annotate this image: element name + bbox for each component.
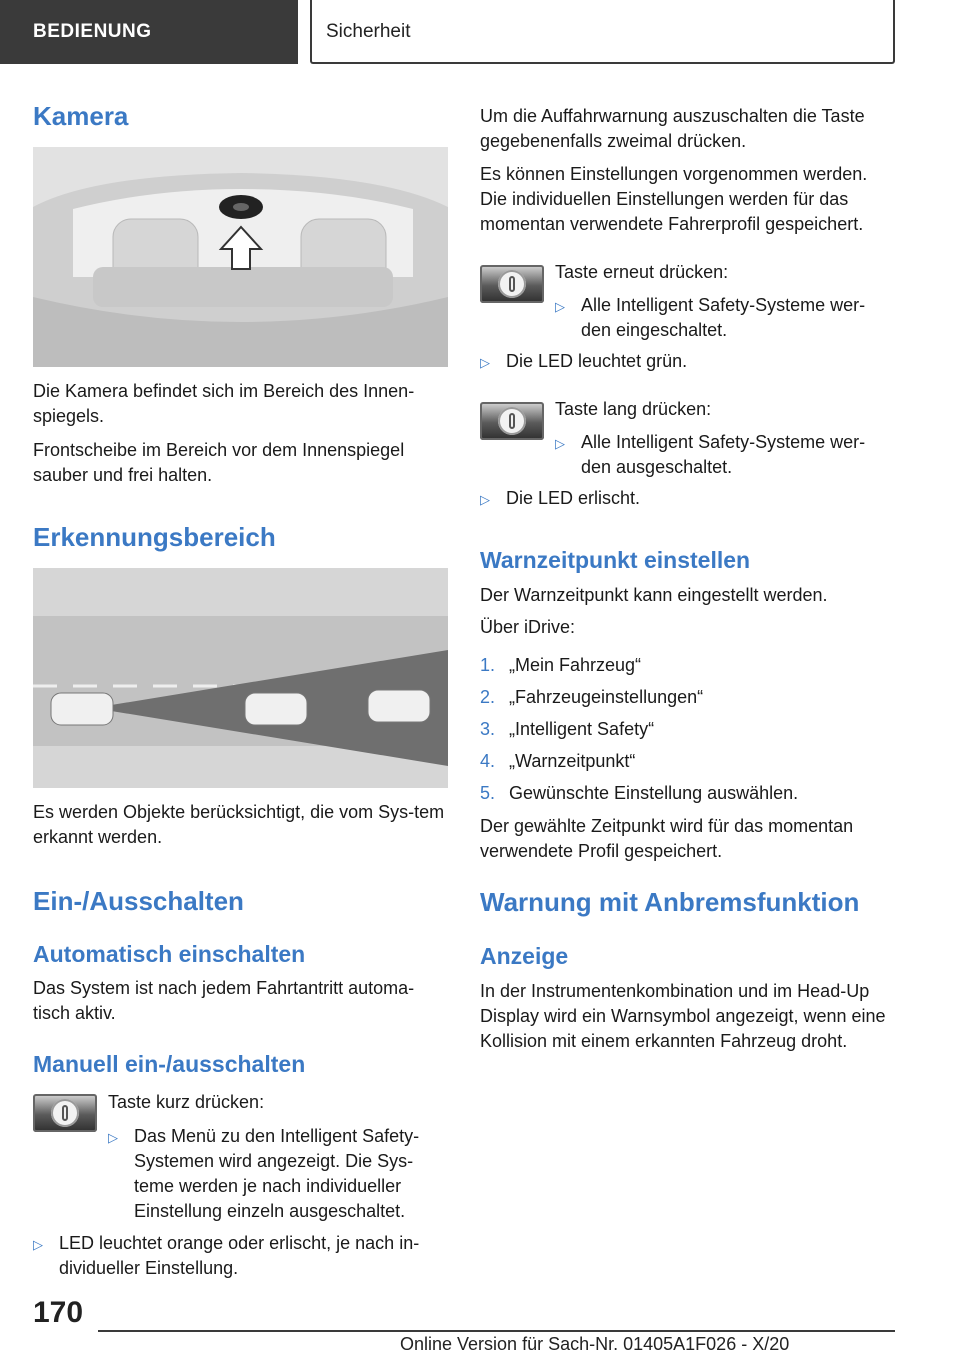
road-illustration bbox=[33, 568, 448, 788]
intelligent-safety-button-icon bbox=[480, 402, 544, 440]
taste-erneut-text: Taste erneut drücken: bbox=[555, 262, 729, 282]
chapter-tab bbox=[310, 0, 895, 64]
step-item: 1. „Mein Fahrzeug“ bbox=[480, 655, 642, 675]
erkennung-text: Es werden Objekte berücksichtigt, die vom Sys-tem erkannt werden. bbox=[33, 802, 445, 847]
taste-kurz-text: Taste kurz drücken: bbox=[108, 1092, 265, 1112]
chapter-title: Sicherheit bbox=[326, 21, 411, 42]
warnung-heading: Warnung mit Anbremsfunktion bbox=[480, 887, 860, 917]
warnzeit-text-2: Über iDrive: bbox=[480, 617, 576, 637]
triangle-bullet-icon: ▷ bbox=[480, 492, 490, 507]
anzeige-heading: Anzeige bbox=[480, 943, 569, 969]
auto-text: Das System ist nach jedem Fahrtantritt automa-tisch aktiv. bbox=[33, 978, 415, 1023]
detection-range-illustration bbox=[33, 568, 448, 788]
step-item: 5. Gewünschte Einstellung auswählen. bbox=[480, 783, 799, 803]
camera-photo bbox=[33, 147, 448, 367]
right-text-2: Es können Einstellungen vorgenommen werden. Die individuellen Einstellungen werden für das momentan verwendete Fahrerprofil gespeichert. bbox=[480, 164, 868, 234]
erkennung-heading: Erkennungsbereich bbox=[33, 522, 276, 552]
warnzeit-heading: Warnzeitpunkt einstellen bbox=[480, 547, 751, 573]
car-interior-illustration bbox=[33, 147, 448, 367]
warnzeit-text-3: Der gewählte Zeitpunkt wird für das momentan verwendete Profil gespeichert. bbox=[480, 816, 854, 861]
bullet-ausgeschaltet: ▷ Alle Intelligent Safety-Systeme wer-den ausgeschaltet. bbox=[555, 430, 895, 480]
footer-text: Online Version für Sach-Nr. 01405A1F026 - X/20 bbox=[400, 1334, 790, 1354]
step-item: 2. „Fahrzeugeinstellungen“ bbox=[480, 687, 704, 707]
intelligent-safety-button-icon bbox=[33, 1094, 97, 1132]
triangle-bullet-icon: ▷ bbox=[108, 1130, 118, 1145]
bullet-erlischt: ▷ Die LED erlischt. bbox=[480, 486, 895, 512]
bullet-gruen: ▷ Die LED leuchtet grün. bbox=[480, 349, 895, 375]
triangle-bullet-icon: ▷ bbox=[480, 355, 490, 370]
bullet-eingeschaltet: ▷ Alle Intelligent Safety-Systeme wer-den eingeschaltet. bbox=[555, 293, 895, 343]
step-item: 4. „Warnzeitpunkt“ bbox=[480, 751, 636, 771]
page-header bbox=[0, 0, 960, 66]
ein-aus-heading: Ein-/Ausschalten bbox=[33, 886, 244, 916]
section-tab: BEDIENUNG bbox=[0, 0, 298, 64]
triangle-bullet-icon: ▷ bbox=[555, 299, 565, 314]
triangle-bullet-icon: ▷ bbox=[33, 1237, 43, 1252]
taste-lang-text: Taste lang drücken: bbox=[555, 399, 712, 419]
right-text-1: Um die Auffahrwarnung auszuschalten die Taste gegebenenfalls zweimal drücken. bbox=[480, 106, 865, 151]
kamera-text-1: Die Kamera befindet sich im Bereich des Innen-spiegels. bbox=[33, 381, 415, 426]
step-item: 3. „Intelligent Safety“ bbox=[480, 719, 655, 739]
warnzeit-text-1: Der Warnzeitpunkt kann eingestellt werden. bbox=[480, 585, 828, 605]
intelligent-safety-button-icon bbox=[480, 265, 544, 303]
manuell-heading: Manuell ein-/ausschalten bbox=[33, 1051, 306, 1077]
kamera-text-2: Frontscheibe im Bereich vor dem Innenspiegel sauber und frei halten. bbox=[33, 440, 405, 485]
page-number: 170 bbox=[33, 1296, 84, 1329]
triangle-bullet-icon: ▷ bbox=[555, 436, 565, 451]
auto-heading: Automatisch einschalten bbox=[33, 941, 306, 967]
bullet-menu: ▷ Das Menü zu den Intelligent Safety-Systemen wird angezeigt. Die Sys-teme werden je nach individueller Einstellung einzeln ausgeschaltet. bbox=[108, 1124, 448, 1224]
bullet-led: ▷ LED leuchtet orange oder erlischt, je nach in-dividueller Einstellung. bbox=[33, 1231, 448, 1281]
anzeige-text: In der Instrumentenkombination und im Head-Up Display wird ein Warnsymbol angezeigt, wenn eine Kollision mit einem erkannten Fahrzeug droht. bbox=[480, 981, 886, 1051]
kamera-heading: Kamera bbox=[33, 101, 129, 131]
footer-divider bbox=[98, 1330, 895, 1332]
